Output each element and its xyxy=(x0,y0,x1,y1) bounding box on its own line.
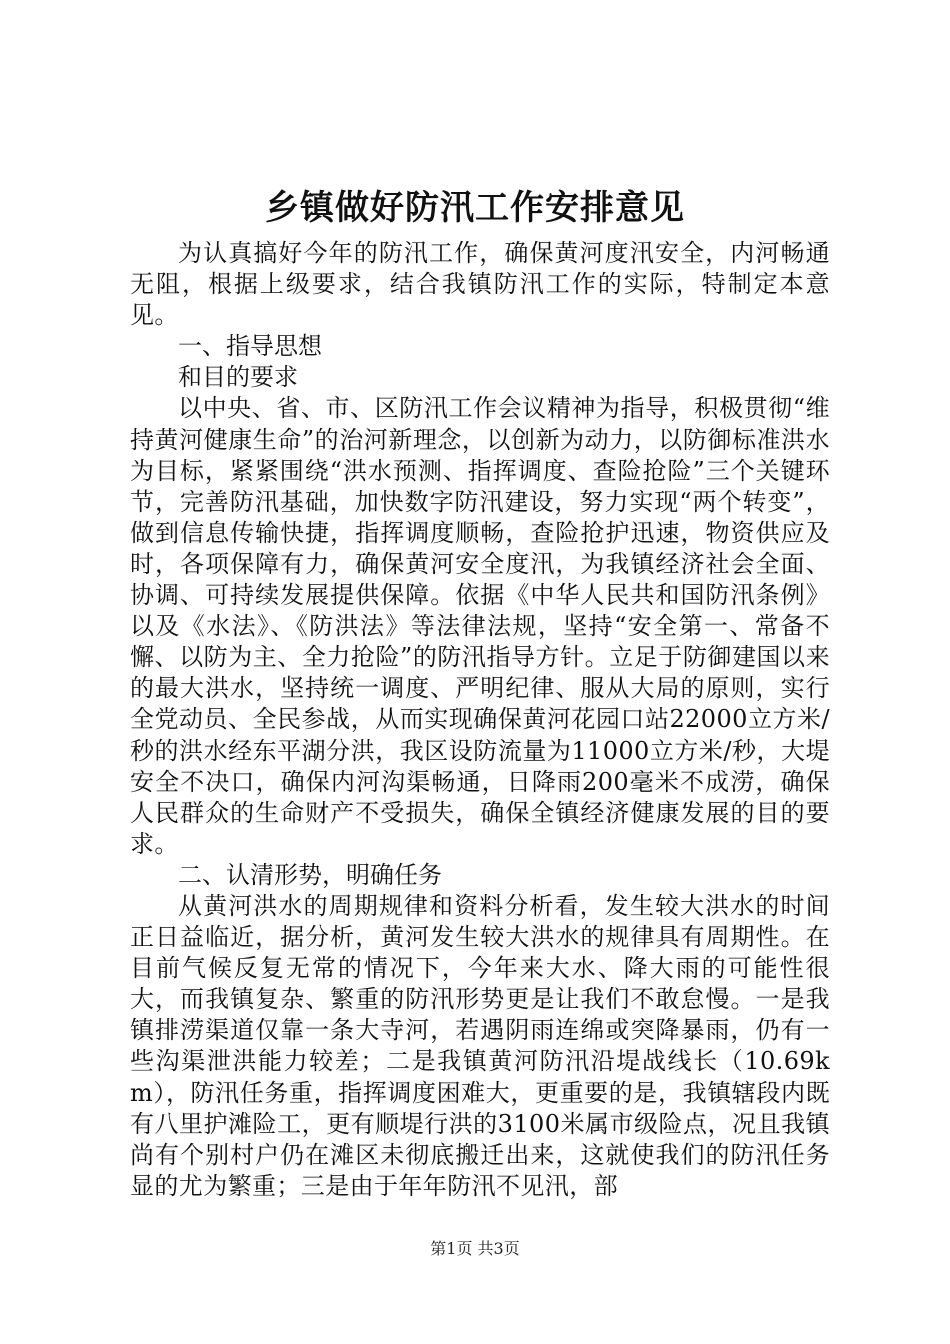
page-indicator: 第1页 共3页 xyxy=(430,1239,520,1258)
section-heading-goals: 和目的要求 xyxy=(178,363,298,392)
document-title: 乡镇做好防汛工作安排意见 xyxy=(265,188,685,228)
guiding-thought-paragraph: 以中央、省、市、区防汛工作会议精神为指导，积极贯彻“维持黄河健康生命”的治河新理念，以创新为动力，以防御标准洪水为目标，紧紧围绕“洪水预测、指挥调度、查险抢险”三个关键环节，完善防汛基础，加快数字防汛建设，努力实现“两个转变”，做到信息传输快捷，指挥调度顺畅，查险抢护迅速，物资供应及时，各项保障有力，确保黄河安全度汛，为我镇经济社会全面、协调、可持续发展提供保障。依据《中华人民共和国防汛条例》以及《水法》、《防洪法》等法律法规，坚持“安全第一、常备不懈、以防为主、全力抢险”的防汛指导方针。立足于防御建国以来的最大洪水，坚持统一调度、严明纪律、服从大局的原则，实行全党动员、全民参战，从而实现确保黄河花园口站22000立方米/秒的洪水经东平湖分洪，我区设防流量为11000立方米/秒，大堤安全不决口，确保内河沟渠畅通，日降雨200毫米不成涝，确保人民群众的生命财产不受损失，确保全镇经济健康发展的目的要求。 xyxy=(130,394,830,858)
section-heading-situation: 二、认清形势，明确任务 xyxy=(178,860,442,889)
document-body xyxy=(130,238,830,1202)
section-heading-guiding-thought: 一、指导思想 xyxy=(178,332,322,361)
situation-paragraph: 从黄河洪水的周期规律和资料分析看，发生较大洪水的时间正日益临近，据分析，黄河发生较大洪水的规律具有周期性。在目前气候反复无常的情况下，今年来大水、降大雨的可能性很大，而我镇复杂、繁重的防汛形势更是让我们不敢怠慢。一是我镇排涝渠道仅靠一条大寺河，若遇阴雨连绵或突降暴雨，仍有一些沟渠泄洪能力较差；二是我镇黄河防汛沿堤战线长（10.69km），防汛任务重，指挥调度困难大，更重要的是，我镇辖段内既有八里护滩险工，更有顺堤行洪的3100米属市级险点，况且我镇尚有个别村户仍在滩区未彻底搬迁出来，这就使我们的防汛任务显的尤为繁重；三是由于年年防汛不见汛，部 xyxy=(130,891,830,1200)
intro-paragraph: 为认真搞好今年的防汛工作，确保黄河度汛安全，内河畅通无阻，根据上级要求，结合我镇防汛工作的实际，特制定本意见。 xyxy=(130,239,830,330)
